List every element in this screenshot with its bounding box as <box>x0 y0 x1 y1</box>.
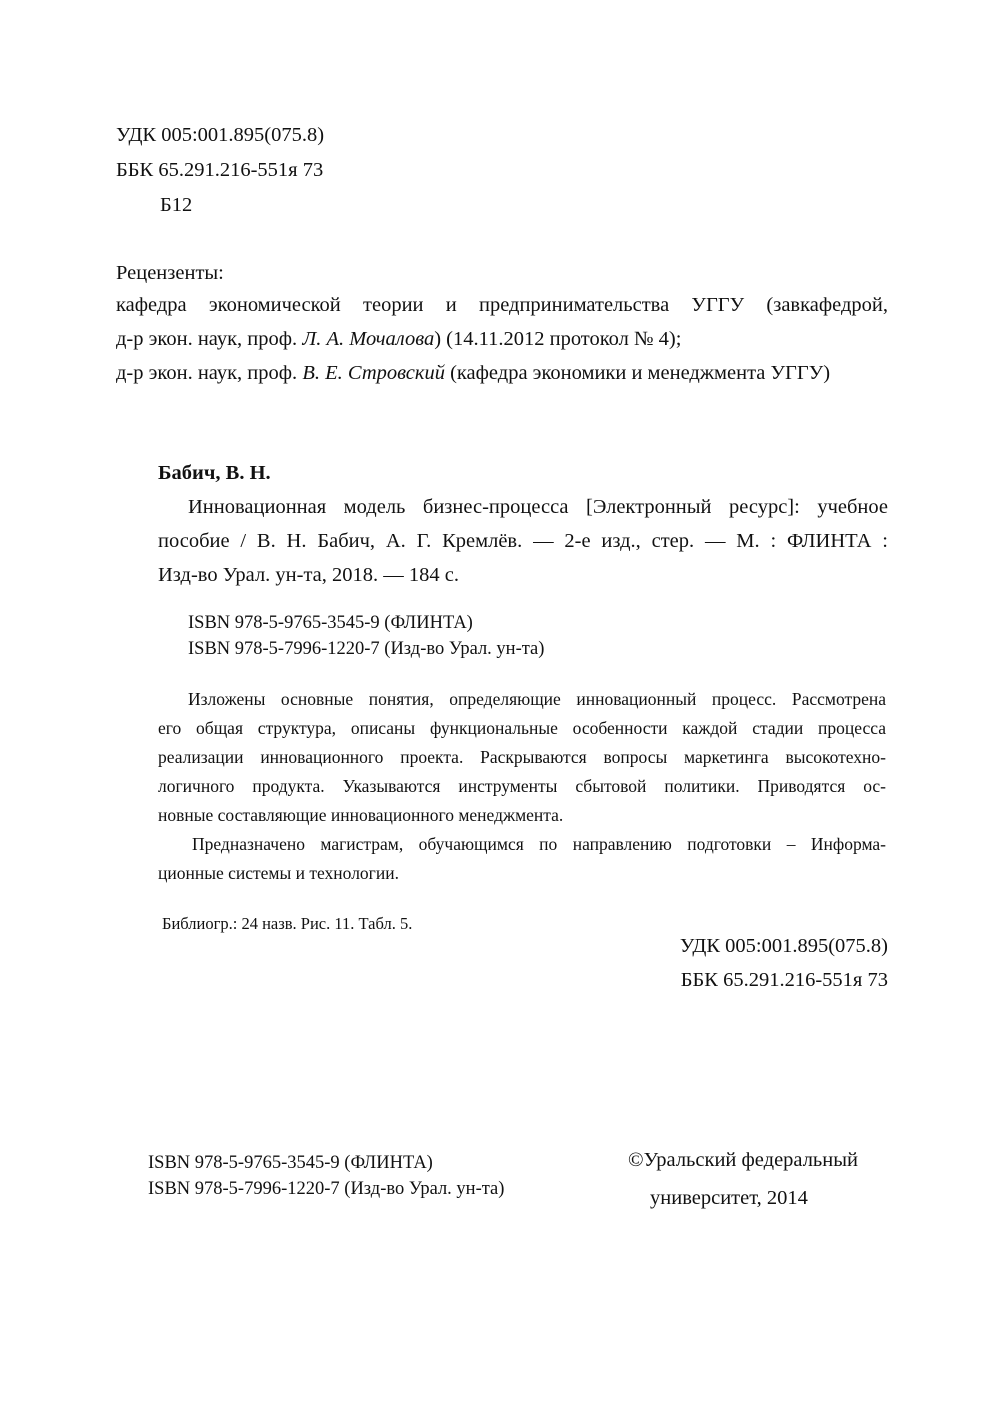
reviewer-line-2 <box>116 328 681 351</box>
author-code: Б12 <box>160 194 193 216</box>
citation-line-3: Изд-во Урал. ун-та, 2018. — 184 с. <box>158 564 460 586</box>
reviewer-line-3-pre: д-р экон. наук, проф. <box>116 362 303 384</box>
reviewer-line-2-post: ) (14.11.2012 протокол № 4); <box>434 328 682 350</box>
abstract-line-6: Предназначено магистрам, обучающимся по направлению подготовки – Информа- <box>192 834 886 854</box>
abstract-line-4: логичного продукта. Указываются инструменты сбытовой политики. Приводятся ос- <box>158 776 886 796</box>
bbk-header: ББК 65.291.216-551я 73 <box>116 159 324 181</box>
footer-isbn-2: ISBN 978-5-7996-1220-7 (Изд-во Урал. ун-та) <box>148 1179 505 1199</box>
reviewer-name-1: Л. А. Мочалова <box>302 328 435 350</box>
reviewer-line-3 <box>116 362 830 385</box>
copyright-line-1: ©Уральский федеральный <box>628 1149 858 1171</box>
citation-isbn-2: ISBN 978-5-7996-1220-7 (Изд-во Урал. ун-та) <box>188 639 545 659</box>
reviewer-line-2-pre: д-р экон. наук, проф. <box>116 328 303 350</box>
reviewer-name-2: В. Е. Стровский <box>302 362 445 384</box>
citation-line-2: пособие / В. Н. Бабич, А. Г. Кремлёв. — 2-е изд., стер. — М. : ФЛИНТА : <box>158 530 888 552</box>
footer-isbn-1: ISBN 978-5-9765-3545-9 (ФЛИНТА) <box>148 1153 433 1173</box>
citation-isbn-1: ISBN 978-5-9765-3545-9 (ФЛИНТА) <box>188 613 473 633</box>
citation-line-1: Инновационная модель бизнес-процесса [Электронный ресурс]: учебное <box>188 496 888 518</box>
citation-author: Бабич, В. Н. <box>158 462 271 484</box>
abstract-line-1: Изложены основные понятия, определяющие инновационный процесс. Рассмотрена <box>188 689 886 709</box>
abstract-line-3: реализации инновационного проекта. Раскрываются вопросы маркетинга высокотехно- <box>158 747 886 767</box>
abstract-line-5: новные составляющие инновационного менеджмента. <box>158 805 564 825</box>
bbk-classification: ББК 65.291.216-551я 73 <box>680 969 888 991</box>
abstract-line-2: его общая структура, описаны функциональные особенности каждой стадии процесса <box>158 718 886 738</box>
reviewer-line-1: кафедра экономической теории и предпринимательства УГГУ (завкафедрой, <box>116 294 888 316</box>
reviewer-line-3-post: (кафедра экономики и менеджмента УГГУ) <box>444 362 831 384</box>
udk-header: УДК 005:001.895(075.8) <box>116 124 325 146</box>
abstract-line-7: ционные системы и технологии. <box>158 863 399 883</box>
reviewers-title: Рецензенты: <box>116 262 224 284</box>
copyright-line-2: университет, 2014 <box>650 1187 808 1209</box>
udk-classification: УДК 005:001.895(075.8) <box>679 935 888 957</box>
bibliography-note: Библиогр.: 24 назв. Рис. 11. Табл. 5. <box>162 914 413 933</box>
